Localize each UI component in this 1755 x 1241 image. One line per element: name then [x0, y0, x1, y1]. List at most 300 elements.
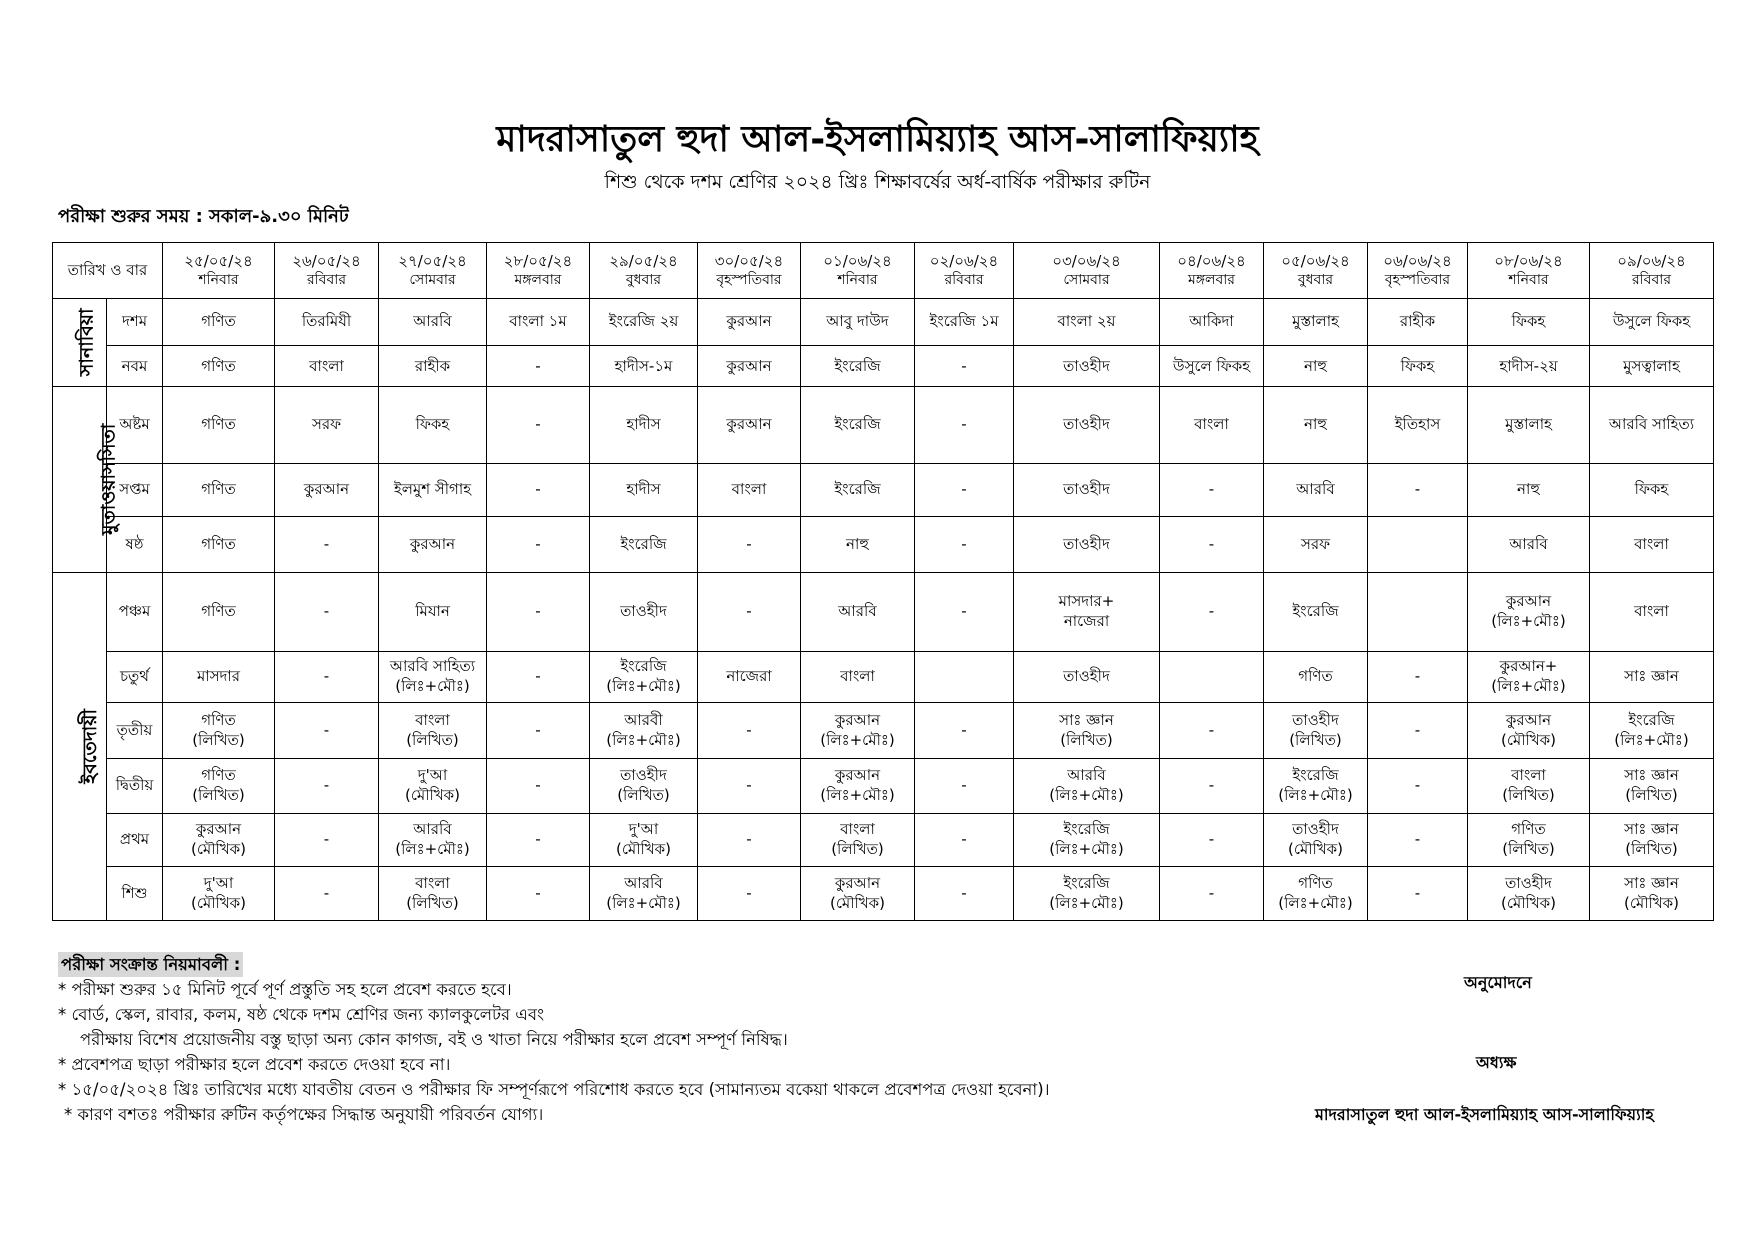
subject-cell: [801, 346, 915, 387]
exam-date: ০৫/০৬/২৪: [1281, 251, 1350, 270]
subject-cell: [487, 346, 590, 387]
exam-date: ২৮/০৫/২৪: [503, 251, 573, 270]
subject-text: -: [535, 830, 541, 849]
subject-cell: [801, 758, 915, 813]
subject-cell: [1014, 346, 1160, 387]
subject-cell: [915, 573, 1014, 651]
subject-text: -: [1414, 720, 1421, 739]
subject-text: (লিখিত): [192, 785, 245, 804]
section-group-label: সানাবিয়া: [75, 308, 98, 377]
subject-cell: [163, 758, 275, 813]
subject-text: -: [323, 776, 330, 795]
exam-rules: [58, 952, 1050, 1127]
subject-text: -: [961, 415, 967, 434]
exam-date: ২৭/০৫/২৪: [398, 251, 467, 270]
subject-cell: [275, 867, 379, 921]
exam-day: মঙ্গলবার: [1187, 272, 1236, 289]
subject-text: -: [961, 883, 967, 902]
subject-text: (লিখিত): [1289, 730, 1342, 749]
subject-text: ইংরেজি: [834, 356, 881, 375]
date-header-cell: [698, 243, 801, 299]
subject-text: -: [1208, 535, 1215, 554]
rule-item: পরীক্ষায় বিশেষ প্রয়োজনীয় বস্তু ছাড়া অন্য কোন কাগজ, বই ও খাতা নিয়ে পরীক্ষার হলে প্রবেশ সম্পূর্ণ নিষিদ্ধ।: [80, 1030, 788, 1049]
subject-text: -: [535, 415, 541, 434]
subject-text: উসুলে ফিকহ: [1172, 356, 1251, 375]
subject-text: ইংরেজি: [834, 415, 881, 434]
subject-text: তিরমিযী: [301, 312, 352, 331]
class-name-cell: অষ্টম: [107, 387, 163, 463]
subject-text: -: [746, 830, 752, 849]
subject-cell: [590, 573, 698, 651]
subject-text: আরবি: [413, 312, 452, 331]
subject-cell: [1014, 517, 1160, 573]
subject-cell: [801, 387, 915, 463]
subject-cell: [1468, 758, 1590, 813]
exam-date: ২৬/০৫/২৪: [292, 251, 361, 270]
subject-cell: [163, 298, 275, 345]
subject-text: (মৌখিক): [404, 785, 461, 804]
subject-text: তাওহীদ: [620, 766, 667, 785]
subject-text: (লিখিত): [406, 893, 459, 912]
subject-text: (লিঃ+মৌঃ): [1049, 893, 1124, 912]
subject-cell: [1014, 703, 1160, 759]
subject-cell: [915, 867, 1014, 921]
subject-cell: [590, 517, 698, 573]
date-header-cell: [801, 243, 915, 299]
subject-text: ইতিহাস: [1394, 415, 1441, 434]
subject-cell: [1368, 703, 1468, 759]
class-name-cell: চতুর্থ: [107, 651, 163, 703]
subject-text: -: [1414, 830, 1421, 849]
subject-cell: [698, 867, 801, 921]
exam-date: ২৫/০৫/২৪: [184, 251, 253, 270]
subject-cell: [1014, 573, 1160, 651]
subject-text: ফিকহ: [1511, 312, 1546, 331]
principal-designation: অধ্যক্ষ: [1476, 1053, 1517, 1072]
subject-text: বাংলা: [1511, 766, 1546, 785]
subject-text: বাংলা: [415, 711, 450, 730]
subject-cell: [1160, 813, 1264, 867]
page-subtitle: শিশু থেকে দশম শ্রেণির ২০২৪ খ্রিঃ শিক্ষাবর্ষের অর্ধ-বার্ষিক পরীক্ষার রুটিন: [604, 171, 1151, 193]
subject-text: (লিখিত): [1502, 785, 1555, 804]
subject-text: দু'আ: [203, 874, 234, 893]
subject-text: ইংরেজি: [1063, 820, 1110, 839]
class-name-cell: সপ্তম: [107, 463, 163, 517]
subject-text: দু'আ: [628, 820, 659, 839]
subject-cell: [275, 651, 379, 703]
subject-cell: [915, 758, 1014, 813]
subject-text: বাংলা: [840, 667, 875, 686]
subject-text: -: [961, 602, 967, 621]
subject-cell: [915, 813, 1014, 867]
class-name-cell: দ্বিতীয়: [107, 758, 163, 813]
subject-text: গণিত: [201, 480, 236, 499]
subject-cell: [1590, 813, 1714, 867]
subject-text: আকিদা: [1189, 312, 1234, 331]
subject-text: সাঃ জ্ঞান: [1624, 766, 1679, 785]
subject-text: গণিত: [201, 602, 236, 621]
subject-cell: [1468, 867, 1590, 921]
subject-text: (লিখিত): [1502, 839, 1555, 858]
subject-text: (লিখিত): [1060, 730, 1113, 749]
subject-cell: [487, 758, 590, 813]
subject-text: (লিঃ+মৌঃ): [1049, 785, 1124, 804]
subject-text: বাংলা ২য়: [1057, 312, 1116, 331]
subject-text: তাওহীদ: [1292, 820, 1339, 839]
subject-text: (লিঃ+মৌঃ): [1049, 839, 1124, 858]
subject-text: ইংরেজি: [1063, 874, 1110, 893]
exam-date: ০২/০৬/২৪: [929, 251, 999, 270]
subject-text: কুরআন: [726, 312, 772, 331]
subject-cell: [275, 298, 379, 345]
subject-text: বাংলা: [731, 480, 767, 499]
subject-text: কুরআন: [303, 480, 350, 499]
subject-text: তাওহীদ: [1063, 535, 1110, 554]
subject-text: -: [323, 720, 330, 739]
subject-cell: [487, 298, 590, 345]
subject-cell: [801, 651, 915, 703]
subject-text: -: [1208, 883, 1215, 902]
subject-cell: [1468, 346, 1590, 387]
subject-cell: [1264, 703, 1368, 759]
subject-cell: [590, 298, 698, 345]
subject-text: ফিকহ: [1634, 480, 1669, 499]
subject-text: (লিখিত): [831, 839, 884, 858]
exam-date: ০৮/০৬/২৪: [1494, 251, 1563, 270]
subject-text: ইংরেজি: [1628, 711, 1675, 730]
subject-cell: [915, 387, 1014, 463]
subject-cell: [487, 703, 590, 759]
subject-text: আবু দাউদ: [826, 312, 889, 331]
subject-cell: [915, 298, 1014, 345]
subject-text: আরবি: [413, 820, 452, 839]
date-header-cell: [1590, 243, 1714, 299]
subject-text: -: [1208, 480, 1215, 499]
subject-text: -: [1414, 480, 1421, 499]
rules-heading: পরীক্ষা সংক্রান্ত নিয়মাবলী :: [58, 952, 243, 977]
subject-cell: [1590, 463, 1714, 517]
class-row: [53, 346, 1714, 387]
subject-cell: [379, 703, 487, 759]
subject-cell: [163, 651, 275, 703]
subject-text: তাওহীদ: [1063, 667, 1110, 686]
subject-text: হাদীস: [626, 480, 661, 499]
subject-text: ইংরেজি: [620, 657, 667, 676]
subject-cell: [379, 517, 487, 573]
subject-text: -: [323, 830, 330, 849]
subject-text: আরবি: [1296, 480, 1335, 499]
subject-text: -: [535, 356, 541, 375]
subject-text: আরবি সাহিত্য: [389, 657, 476, 676]
subject-text: বাংলা: [309, 356, 344, 375]
subject-text: -: [1414, 883, 1421, 902]
subject-text: গণিত: [201, 415, 236, 434]
subject-cell: [1468, 651, 1590, 703]
subject-cell: [487, 387, 590, 463]
subject-text: নাহু: [1304, 415, 1327, 434]
subject-cell: [1014, 298, 1160, 345]
subject-text: বাংলা: [1634, 535, 1669, 554]
subject-text: সরফ: [311, 415, 342, 434]
subject-cell: [801, 813, 915, 867]
class-name-cell: দশম: [107, 298, 163, 345]
subject-text: (লিঃ+মৌঃ): [606, 893, 681, 912]
subject-cell: [1468, 703, 1590, 759]
subject-text: কুরআন: [195, 820, 242, 839]
subject-cell: [275, 517, 379, 573]
subject-cell: [1368, 387, 1468, 463]
subject-text: হাদীস: [626, 415, 661, 434]
exam-day: মঙ্গলবার: [514, 272, 562, 289]
subject-cell: [275, 703, 379, 759]
subject-text: মুস্তালাহ: [1505, 415, 1552, 434]
exam-routine-table: [52, 242, 1714, 921]
subject-cell: [487, 867, 590, 921]
subject-cell: [698, 758, 801, 813]
subject-text: (লিঃ+মৌঃ): [820, 730, 895, 749]
subject-text: হাদীস-২য়: [1499, 356, 1558, 375]
date-header-cell: [1368, 243, 1468, 299]
subject-cell: [1590, 517, 1714, 573]
class-row: [53, 387, 1714, 463]
subject-cell: [1014, 387, 1160, 463]
class-row: [53, 758, 1714, 813]
subject-text: -: [1208, 830, 1215, 849]
subject-text: -: [1208, 720, 1215, 739]
date-day-header: তারিখ ও বার: [53, 243, 163, 299]
subject-cell: [698, 463, 801, 517]
subject-text: ইংরেজি: [1292, 602, 1339, 621]
subject-text: কুরআন: [834, 874, 881, 893]
subject-cell: [275, 463, 379, 517]
subject-text: (মৌখিক): [190, 839, 247, 858]
subject-text: মুস্তালাহ: [1292, 312, 1339, 331]
subject-cell: [590, 463, 698, 517]
subject-cell: [1468, 517, 1590, 573]
subject-cell: [275, 758, 379, 813]
exam-day: বৃহস্পতিবার: [716, 272, 782, 289]
subject-cell: [1590, 346, 1714, 387]
subject-text: (লিঃ+মৌঃ): [820, 785, 895, 804]
subject-text: মাসদার+: [1058, 592, 1115, 611]
subject-cell: [1160, 463, 1264, 517]
subject-cell: [801, 298, 915, 345]
subject-cell: [1468, 573, 1590, 651]
subject-text: (মৌখিক): [1500, 730, 1557, 749]
subject-text: -: [1208, 776, 1215, 795]
subject-text: বাংলা: [840, 820, 875, 839]
subject-text: তাওহীদ: [1063, 356, 1110, 375]
subject-text: -: [961, 720, 967, 739]
subject-cell: [1590, 758, 1714, 813]
subject-cell: [801, 867, 915, 921]
subject-text: কুরআন: [834, 711, 881, 730]
subject-text: -: [746, 535, 752, 554]
subject-cell: [487, 651, 590, 703]
subject-cell: [379, 298, 487, 345]
subject-text: ফিকহ: [1400, 356, 1435, 375]
subject-cell: [1160, 758, 1264, 813]
class-row: [53, 651, 1714, 703]
subject-cell: [590, 758, 698, 813]
subject-cell: [1014, 463, 1160, 517]
subject-text: কুরআন: [1505, 592, 1552, 611]
subject-text: কুরআন+: [1499, 657, 1558, 676]
subject-cell: [275, 387, 379, 463]
exam-date: ০১/০৬/২৪: [823, 251, 892, 270]
subject-text: -: [535, 883, 541, 902]
subject-cell: [1264, 298, 1368, 345]
subject-text: বাংলা ১ম: [509, 312, 567, 331]
subject-cell: [590, 346, 698, 387]
subject-text: গণিত: [201, 312, 236, 331]
subject-cell: [590, 387, 698, 463]
class-name-cell: শিশু: [107, 867, 163, 921]
subject-text: -: [535, 535, 541, 554]
subject-cell: [275, 346, 379, 387]
subject-text: গণিত: [1298, 667, 1333, 686]
exam-day: সোমবার: [1063, 272, 1110, 289]
subject-cell: [379, 867, 487, 921]
subject-text: ইংরেজি: [834, 480, 881, 499]
class-name-cell: নবম: [107, 346, 163, 387]
subject-text: (লিখিত): [617, 785, 670, 804]
subject-text: (লিখিত): [406, 730, 459, 749]
subject-cell: [1590, 298, 1714, 345]
subject-cell: [1368, 463, 1468, 517]
subject-text: কুরআন: [834, 766, 881, 785]
institution-signature: মাদরাসাতুল হুদা আল-ইসলামিয়্যাহ আস-সালাফিয়্যাহ: [1315, 1105, 1654, 1124]
subject-cell: [698, 651, 801, 703]
subject-cell: [1590, 387, 1714, 463]
subject-text: তাওহীদ: [1063, 480, 1110, 499]
subject-cell: [1264, 463, 1368, 517]
subject-cell: [1264, 346, 1368, 387]
subject-cell: [1264, 651, 1368, 703]
subject-cell: [698, 298, 801, 345]
subject-text: -: [961, 535, 967, 554]
subject-text: -: [323, 883, 330, 902]
exam-day: রবিবার: [944, 272, 984, 289]
subject-cell: [915, 651, 1014, 703]
subject-cell: [1368, 298, 1468, 345]
subject-cell: [915, 703, 1014, 759]
date-header-cell: [275, 243, 379, 299]
subject-text: (লিখিত): [192, 730, 245, 749]
subject-text: -: [746, 720, 752, 739]
subject-text: তাওহীদ: [1063, 415, 1110, 434]
exam-date: ০৩/০৬/২৪: [1052, 251, 1121, 270]
class-row: [53, 463, 1714, 517]
subject-cell: [698, 573, 801, 651]
subject-text: -: [1208, 602, 1215, 621]
subject-text: -: [323, 535, 330, 554]
subject-text: -: [1414, 776, 1421, 795]
subject-cell: [1468, 463, 1590, 517]
subject-cell: [1468, 298, 1590, 345]
subject-text: -: [746, 602, 752, 621]
subject-text: (লিঃ+মৌঃ): [606, 730, 681, 749]
subject-text: -: [1414, 667, 1421, 686]
subject-text: ইংরেজি: [1292, 766, 1339, 785]
class-name-cell: প্রথম: [107, 813, 163, 867]
class-name-cell: তৃতীয়: [107, 703, 163, 759]
subject-text: (লিখিত): [1625, 785, 1678, 804]
subject-cell: [1160, 298, 1264, 345]
subject-cell: [163, 463, 275, 517]
subject-text: গণিত: [201, 711, 236, 730]
subject-text: তাওহীদ: [1505, 874, 1552, 893]
subject-cell: [1160, 517, 1264, 573]
subject-cell: [590, 813, 698, 867]
subject-text: কুরআন: [726, 415, 772, 434]
subject-text: -: [961, 776, 967, 795]
rule-item: * ১৫/০৫/২০২৪ খ্রিঃ তারিখের মধ্যে যাবতীয় বেতন ও পরীক্ষার ফি সম্পূর্ণরূপে পরিশোধ করতে হবে (সামান্যতম বকেয়া থাকলে প্রবেশপত্র দেওয়া হবেনা)।: [58, 1080, 1050, 1099]
subject-cell: [1590, 703, 1714, 759]
subject-text: দু'আ: [417, 766, 448, 785]
subject-cell: [590, 703, 698, 759]
rule-item: * প্রবেশপত্র ছাড়া পরীক্ষার হলে প্রবেশ করতে দেওয়া হবে না।: [58, 1055, 451, 1074]
class-row: [53, 703, 1714, 759]
subject-text: নাজেরা: [726, 667, 772, 686]
class-row: [53, 298, 1714, 345]
exam-date: ০৬/০৬/২৪: [1383, 251, 1452, 270]
subject-text: কুরআন: [726, 356, 772, 375]
subject-text: (মৌখিক): [829, 893, 886, 912]
subject-text: -: [746, 776, 752, 795]
subject-cell: [915, 463, 1014, 517]
subject-text: নাহু: [1304, 356, 1327, 375]
section-group-label: মুতাওয়াসসিতা: [97, 424, 120, 536]
subject-cell: [1468, 387, 1590, 463]
subject-cell: [163, 813, 275, 867]
exam-day: বুধবার: [1297, 272, 1334, 289]
subject-cell: [698, 813, 801, 867]
subject-text: নাহু: [846, 535, 869, 554]
subject-text: -: [535, 667, 541, 686]
subject-text: আরবি: [624, 874, 663, 893]
subject-cell: [1264, 813, 1368, 867]
subject-cell: [1368, 867, 1468, 921]
subject-cell: [590, 867, 698, 921]
subject-cell: [1014, 651, 1160, 703]
exam-day: সোমবার: [409, 272, 456, 289]
subject-text: আরবি: [1509, 535, 1548, 554]
subject-text: (লিঃ+মৌঃ): [1614, 730, 1689, 749]
class-row: [53, 867, 1714, 921]
exam-day: বুধবার: [625, 272, 662, 289]
subject-text: (লিঃ+মৌঃ): [1491, 676, 1566, 695]
subject-text: -: [961, 480, 967, 499]
subject-text: ফিকহ: [415, 415, 450, 434]
class-row: [53, 813, 1714, 867]
subject-cell: [379, 651, 487, 703]
subject-text: (লিঃ+মৌঃ): [1278, 785, 1353, 804]
subject-cell: [698, 703, 801, 759]
subject-text: -: [746, 883, 752, 902]
subject-text: -: [961, 356, 967, 375]
subject-cell: [1264, 758, 1368, 813]
subject-cell: [1160, 703, 1264, 759]
subject-text: রাহীক: [1399, 312, 1436, 331]
exam-day: রবিবার: [1631, 272, 1672, 289]
subject-cell: [379, 346, 487, 387]
subject-text: নাহু: [1517, 480, 1540, 499]
subject-text: কুরআন: [1505, 711, 1552, 730]
subject-text: (মৌখিক): [615, 839, 672, 858]
date-header-cell: [163, 243, 275, 299]
subject-cell: [379, 387, 487, 463]
